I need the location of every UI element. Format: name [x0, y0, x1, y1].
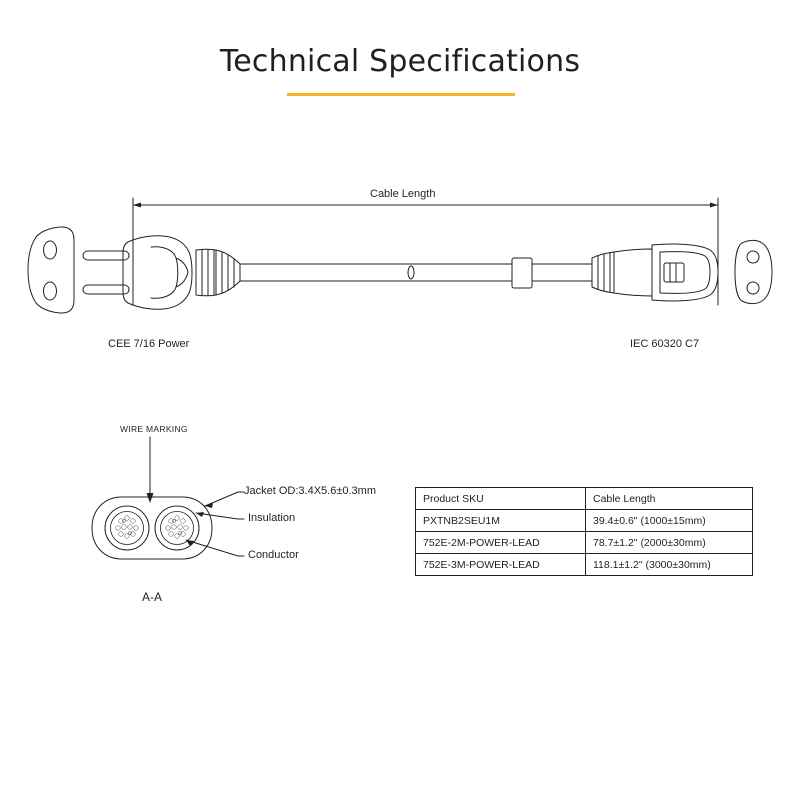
jacket-leader — [205, 492, 238, 506]
table-header-sku: Product SKU — [416, 488, 586, 510]
socket-hole-bottom — [44, 282, 57, 300]
table-cell-length: 78.7±1.2" (2000±30mm) — [586, 532, 753, 554]
table-header-row — [416, 488, 753, 510]
cable-sleeve — [512, 258, 532, 288]
cable-marker-oval — [408, 266, 414, 279]
c7-strain-relief — [592, 252, 614, 293]
c7-shell — [652, 244, 718, 301]
table-row — [416, 554, 753, 576]
right-socket-hole-bottom — [747, 282, 759, 294]
right-socket-hole-top — [747, 251, 759, 263]
strain-relief — [196, 249, 216, 296]
table-row — [416, 510, 753, 532]
table-header-length: Cable Length — [586, 488, 753, 510]
insulation-label: Insulation — [248, 512, 296, 524]
plug-pin-bottom — [83, 285, 129, 294]
conductor-label: Conductor — [248, 549, 299, 561]
plug-pin-top — [83, 251, 129, 260]
jacket-od-label: Jacket OD:3.4X5.6±0.3mm — [244, 485, 376, 497]
cable-length-label: Cable Length — [370, 188, 436, 200]
left-connector-label: CEE 7/16 Power — [108, 338, 190, 350]
table-cell-length: 118.1±1.2" (3000±30mm) — [586, 554, 753, 576]
section-name-label: A-A — [142, 590, 163, 604]
right-connector-label: IEC 60320 C7 — [630, 338, 700, 350]
insulation-circle-left — [105, 506, 149, 550]
c7-body-left — [614, 249, 652, 296]
jacket-outline — [92, 497, 212, 559]
table-cell-sku: 752E-3M-POWER-LEAD — [416, 554, 586, 576]
insulation-circle-right — [155, 506, 199, 550]
table-cell-sku: 752E-2M-POWER-LEAD — [416, 532, 586, 554]
specification-table — [415, 487, 753, 576]
socket-hole-top — [44, 241, 57, 259]
table-row — [416, 532, 753, 554]
c7-shell-inner — [660, 252, 710, 294]
plug-body-inner-curve — [151, 247, 178, 298]
table-cell-sku: PXTNB2SEU1M — [416, 510, 586, 532]
conductor-right — [161, 512, 194, 545]
conductor-left — [111, 512, 144, 545]
wire-marking-label: WIRE MARKING — [120, 424, 188, 434]
table-cell-length: 39.4±0.6" (1000±15mm) — [586, 510, 753, 532]
c7-contact-slot — [664, 263, 684, 282]
wire-marking-arrowhead — [147, 493, 154, 503]
page-title: Technical Specifications — [219, 44, 581, 79]
conductor-leader — [186, 540, 238, 556]
